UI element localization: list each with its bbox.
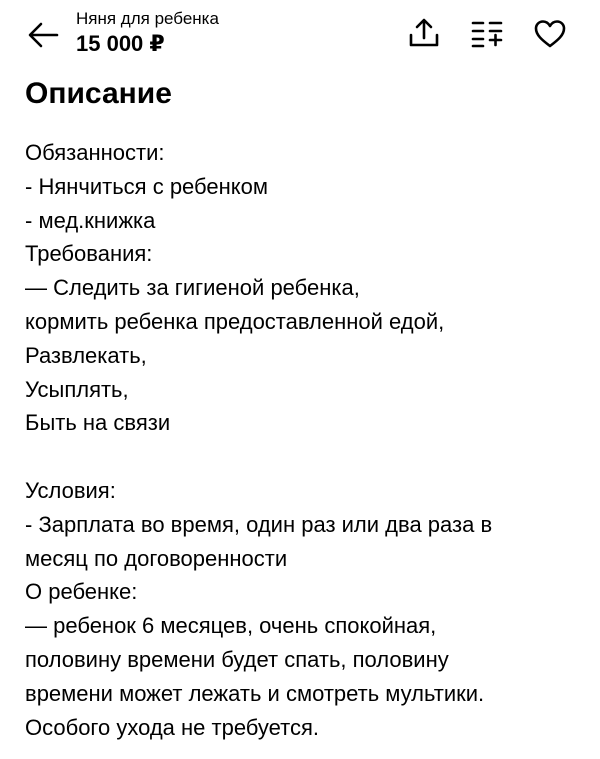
compare-list-icon xyxy=(469,16,505,52)
arrow-left-icon xyxy=(26,20,60,50)
description-line: Развлекать, xyxy=(25,342,147,368)
description-blank-line xyxy=(25,440,580,474)
description-line: — ребенок 6 месяцев, очень спокойная, xyxy=(25,613,437,639)
description-line: кормить ребенка предоставленной едой, xyxy=(25,308,445,334)
compare-button[interactable] xyxy=(469,16,505,52)
heart-icon xyxy=(532,16,568,52)
description-line: Усыплять, xyxy=(25,376,129,402)
share-icon xyxy=(406,16,442,52)
description-line: времени может лежать и смотреть мультики. xyxy=(25,680,485,706)
top-bar xyxy=(0,0,600,66)
share-button[interactable] xyxy=(406,16,442,52)
favorite-button[interactable] xyxy=(532,16,568,52)
description-line: - Зарплата во время, один раз или два раза в xyxy=(25,511,493,537)
description-line: половину времени будет спать, половину xyxy=(25,646,449,672)
description-line: Требования: xyxy=(25,241,153,267)
description-line: О ребенке: xyxy=(25,579,138,605)
description-line: - Нянчиться с ребенком xyxy=(25,173,269,199)
description-line: — Следить за гигиеной ребенка, xyxy=(25,275,360,301)
description-text xyxy=(25,136,580,744)
description-line: - мед.книжка xyxy=(25,207,156,233)
listing-summary xyxy=(76,8,219,58)
listing-price: 15 000 ₽ xyxy=(76,31,165,56)
description-line: Особого ухода не требуется. xyxy=(25,714,320,740)
listing-title: Няня для ребенка xyxy=(76,9,219,28)
description-line: Условия: xyxy=(25,477,116,503)
description-line: месяц по договоренности xyxy=(25,545,288,571)
back-button[interactable] xyxy=(26,20,60,50)
description-heading: Описание xyxy=(25,77,172,110)
description-line: Быть на связи xyxy=(25,410,171,436)
description-line: Обязанности: xyxy=(25,140,165,165)
